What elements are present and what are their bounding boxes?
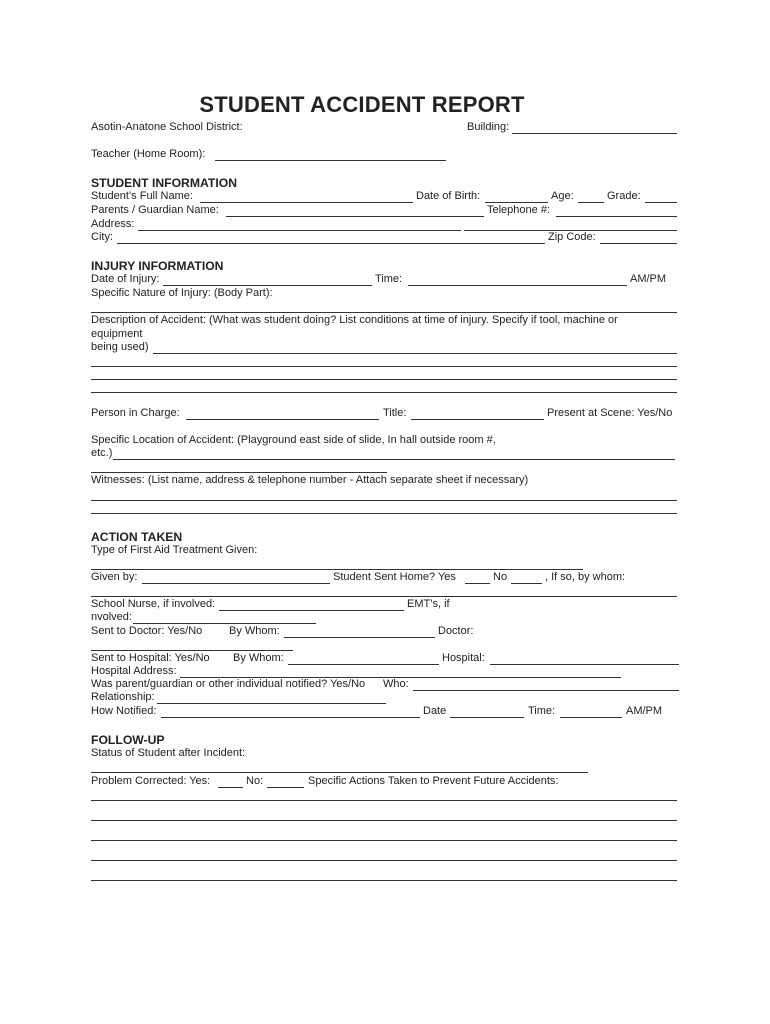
address-label: Address: (91, 218, 135, 230)
relationship-label: Relationship: (91, 691, 155, 703)
address-field[interactable] (138, 230, 461, 231)
person-in-charge-field[interactable] (186, 419, 379, 420)
status-field[interactable] (91, 772, 588, 773)
telephone-field[interactable] (556, 216, 677, 217)
given-by-field[interactable] (142, 583, 330, 584)
student-name-field[interactable] (200, 202, 413, 203)
dob-field[interactable] (485, 202, 548, 203)
problem-corrected-label: Problem Corrected: Yes: (91, 775, 211, 787)
nature-field[interactable] (91, 312, 677, 313)
hospital-by-whom-field[interactable] (288, 664, 439, 665)
prevention-field-1[interactable] (91, 800, 677, 801)
grade-field[interactable] (645, 202, 677, 203)
school-nurse-label: School Nurse, if involved: (91, 598, 216, 610)
problem-corrected-yes-field[interactable] (218, 787, 243, 788)
location-label-1: Specific Location of Accident: (Playground east side of slide, In hall outside room #, (91, 434, 496, 446)
emts-label-1: EMT’s, if (407, 598, 450, 610)
parents-field[interactable] (226, 216, 484, 217)
building-field[interactable] (512, 133, 677, 134)
teacher-label: Teacher (Home Room): (91, 148, 206, 160)
grade-label: Grade: (607, 190, 641, 202)
building-label: Building: (467, 121, 510, 133)
school-nurse-field[interactable] (219, 610, 404, 611)
doctor-by-whom-field[interactable] (284, 637, 435, 638)
description-label-3: being used) (91, 341, 149, 353)
problem-corrected-no-field[interactable] (267, 787, 304, 788)
problem-corrected-no-label: No: (246, 775, 264, 787)
first-aid-label: Type of First Aid Treatment Given: (91, 544, 258, 556)
sent-home-no-label: No (493, 571, 508, 583)
form-title-text: STUDENT ACCIDENT REPORT (199, 92, 525, 117)
description-field-1[interactable] (153, 353, 677, 354)
dob-label: Date of Birth: (416, 190, 481, 202)
doctor-label: Doctor: (438, 625, 474, 637)
age-field[interactable] (578, 202, 604, 203)
prevention-field-3[interactable] (91, 840, 677, 841)
telephone-label: Telephone #: (487, 204, 550, 216)
notified-date-field[interactable] (450, 717, 524, 718)
injury-time-label: Time: (375, 273, 403, 285)
how-notified-label: How Notified: (91, 705, 157, 717)
who-field[interactable] (413, 690, 679, 691)
doctor-field[interactable] (91, 650, 293, 651)
action-taken-heading: ACTION TAKEN (91, 530, 183, 544)
injury-date-label: Date of Injury: (91, 273, 160, 285)
injury-info-heading: INJURY INFORMATION (91, 259, 224, 273)
sent-home-yes-field[interactable] (465, 583, 490, 584)
witnesses-field-1[interactable] (91, 500, 677, 501)
description-label-1: Description of Accident: (What was student doing? List conditions at time of injury. Specify if tool, machine or (91, 314, 618, 326)
location-field-1[interactable] (113, 459, 675, 460)
how-notified-field[interactable] (161, 717, 420, 718)
injury-time-field[interactable] (408, 285, 627, 286)
sent-home-whom-field[interactable] (91, 596, 677, 597)
teacher-field[interactable] (215, 160, 446, 161)
relationship-field[interactable] (157, 703, 386, 704)
notified-ampm-label: AM/PM (626, 705, 663, 717)
hospital-label: Hospital: (442, 652, 485, 664)
status-label: Status of Student after Incident: (91, 747, 246, 759)
notified-date-label: Date (423, 705, 447, 717)
age-label: Age: (551, 190, 574, 202)
form-title (0, 92, 770, 118)
nature-label: Specific Nature of Injury: (Body Part): (91, 287, 273, 299)
hospital-address-label: Hospital Address: (91, 665, 177, 677)
notified-time-field[interactable] (560, 717, 622, 718)
given-by-label: Given by: (91, 571, 138, 583)
prevention-field-5[interactable] (91, 880, 677, 881)
description-field-2[interactable] (91, 366, 677, 367)
injury-date-field[interactable] (163, 285, 372, 286)
doctor-by-whom-label: By Whom: (229, 625, 280, 637)
first-aid-field[interactable] (91, 569, 583, 570)
city-field[interactable] (117, 243, 545, 244)
zip-field[interactable] (600, 243, 677, 244)
student-info-heading: STUDENT INFORMATION (91, 176, 238, 190)
emts-field[interactable] (133, 623, 316, 624)
prevention-actions-label: Specific Actions Taken to Prevent Future Accidents: (308, 775, 559, 787)
who-label: Who: (383, 678, 409, 690)
prevention-field-2[interactable] (91, 820, 677, 821)
district-label: Asotin-Anatone School District: (91, 121, 243, 133)
notified-time-label: Time: (528, 705, 556, 717)
sent-hospital-label: Sent to Hospital: Yes/No (91, 652, 210, 664)
title-field[interactable] (411, 419, 544, 420)
description-label-2: equipment (91, 328, 143, 340)
person-in-charge-label: Person in Charge: (91, 407, 180, 419)
student-name-label: Student’s Full Name: (91, 190, 193, 202)
city-label: City: (91, 231, 113, 243)
parent-notified-label: Was parent/guardian or other individual notified? Yes/No (91, 678, 366, 690)
witnesses-field-2[interactable] (91, 513, 677, 514)
description-field-4[interactable] (91, 392, 677, 393)
zip-label: Zip Code: (548, 231, 596, 243)
sent-home-label: Student Sent Home? Yes (333, 571, 456, 583)
hospital-by-whom-label: By Whom: (233, 652, 284, 664)
sent-doctor-label: Sent to Doctor: Yes/No (91, 625, 203, 637)
present-at-scene-label: Present at Scene: Yes/No (547, 407, 673, 419)
injury-ampm-label: AM/PM (630, 273, 667, 285)
hospital-field[interactable] (490, 664, 679, 665)
if-so-label: , If so, by whom: (545, 571, 626, 583)
description-field-3[interactable] (91, 379, 677, 380)
prevention-field-4[interactable] (91, 860, 677, 861)
sent-home-no-field[interactable] (511, 583, 542, 584)
location-label-2: etc.) (91, 447, 113, 459)
witnesses-label: Witnesses: (List name, address & telephone number - Attach separate sheet if necessary) (91, 474, 529, 486)
location-field-2[interactable] (91, 472, 387, 473)
follow-up-heading: FOLLOW-UP (91, 733, 165, 747)
title-label: Title: (383, 407, 407, 419)
parents-label: Parents / Guardian Name: (91, 204, 219, 216)
emts-label-2: nvolved: (91, 611, 132, 623)
